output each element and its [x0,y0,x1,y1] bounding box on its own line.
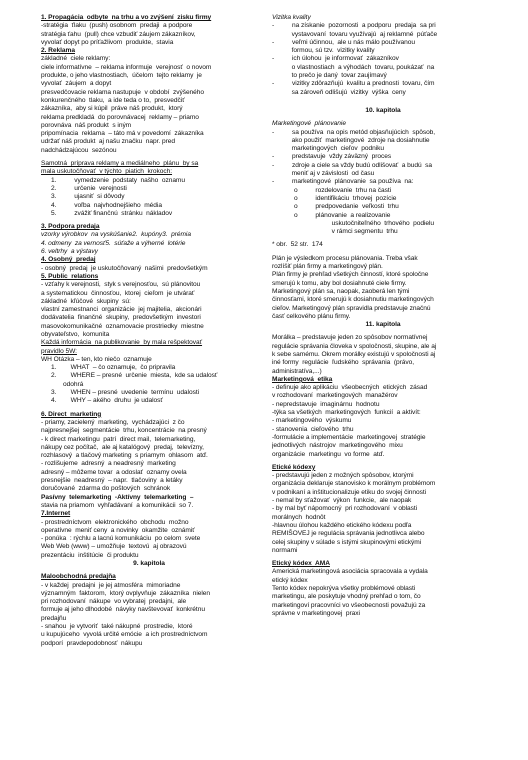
left-column-heading: 3. Podpora predaja [41,223,100,231]
left-column-line: 2. WHERE – presné určenie miesta, kde sa udalosť [51,372,218,380]
right-column-line: cieľov. Marketingový plán spravidla predstavuje značnú [272,304,431,312]
left-column-heading: 1. Propagácia odbyte na trhu a vo zvýšení zisku firmy [41,14,212,21]
right-column-line: - marketingového výskumu [272,417,352,425]
left-column-line: - k direct marketingu patrí direct mail, telemarketing, [41,435,196,443]
left-column-line: presvedčovacie reklama nastupuje v období zvýšeného [41,88,205,96]
right-column-line: v rámci segmentu trhu [312,228,398,236]
left-column-heading: 2. Reklama [41,47,75,55]
right-column-line: jednotlivých nástrojov marketingového mixu [272,442,403,450]
right-column-line: - zdroje a ciele sa vždy budú odlišovať a budú sa [272,161,433,169]
right-column-line: - nemal by sťažovať výkon funkcie, ale naopak [272,497,412,505]
left-column-line: - snahou je vytvoriť také nákupné prostredie, ktoré [41,623,193,631]
right-text-column [272,14,494,760]
right-column-line: normami [272,546,298,554]
left-column-heading: 7.Internet [41,510,71,518]
left-column-line: reklama predkladá do porovnávacej reklamy – priamo [41,113,199,121]
right-column-line: REMIŠOVEJ je regulácia správania jednotlivca alebo [272,530,425,538]
left-column-line: - osobný predaj je uskutočňovaný našimi predovšetkým [41,264,208,272]
left-column-line: Web Web (www) – umožňuje textovú aj obrazovú [41,543,187,551]
left-column-line: - v každej predajni je jej atmosféra mimoriadne [41,581,181,589]
left-column-heading: Maloobchodná predajňa [41,573,116,581]
left-column-line: doručované zdarma do poštových schránok [41,485,171,493]
right-column-line: - definuje ako aplikáciu všeobecných etických zásad [272,384,428,392]
right-column-line: -týka sa všetkých marketingových funkcií a aktivít: [272,409,421,417]
left-column-line: a systematickou činnosťou, ktorej cieľom je utvárať [41,289,195,297]
right-column-line: k sebe samému. Okrem morálky existujú v spoločnosti aj [272,350,436,358]
left-column-line: konkurenčného tlaku, a ide teda o to, presvedčiť [41,96,185,104]
right-column-heading: Etický kódex AMA [272,560,330,568]
left-text-column [41,14,257,760]
left-column-line: stratégia ťahu (pull) chce vzbudiť záujem zákazníkov, [41,30,196,38]
right-column-line: -hlavnou úlohou každého etického kódexu podľa [272,521,412,529]
left-column-line: Samotná príprava reklamy a mediálneho plánu by sa [41,160,199,168]
right-column-line: to prečo je daný tovar zaujímavý [272,72,387,80]
right-column-line: marketingových cieľov podniku [272,145,384,153]
left-column-line: vzorky výrobkov na vyskúšanie2. kupóny3. prémia [41,231,191,239]
right-column-line: - sa používa na opis metód objasňujúcich spôsob, [272,128,436,136]
left-column-line: pripomínacia reklama – táto má v povedomí zákazníka [41,130,204,138]
right-column-line: časť celkového plánu firmy. [272,312,351,320]
left-column-line: adresný – môžeme tovar a odoslať oznamy ovela [41,468,187,476]
right-column-line: o plánovanie a realizovanie [294,211,391,219]
left-column-line: 5. zvážiť finančnú stránku nákladov [51,209,173,217]
left-column-line: prezentáciu inštitúcie či produktu [41,551,139,559]
left-column-line: stavia na priamom vyhľadávaní a komunikácii so 7. [41,501,194,509]
left-column-line: mala uskutočňovať v týchto piatich krokoch: [41,168,173,176]
right-column-line: formou, sú tzv. vizitky kvality [272,47,375,55]
right-column-heading: Etické kódexy [272,463,316,471]
right-column-line: Americká marketingová asociácia spracovala a vydala [272,568,428,576]
right-column-line: marketingu, ale poskytuje vhodný prehľad o tom, čo [272,593,421,601]
left-column-line: ciele informatívne – reklama informuje verejnosť o novom [41,63,212,71]
left-column-line: 1. WHAT – čo oznamuje, čo pripravila [51,364,176,372]
right-column-line: meniť aj v závislosti od času [272,170,375,178]
left-column-line: 4. odmeny za vernosť5. súťaže a výherné lotérie [41,239,186,247]
left-column-line: 6. veltrhy a výstavy [41,248,98,256]
left-column-heading: 9. kapitola [133,560,165,567]
right-column-line: - predstavujú jeden z možných spôsobov, ktorými [272,472,414,480]
right-column-line: - stanovenia cieľového trhu [272,425,354,433]
left-column-line: pri rozhodovaní nákupe vo vybratej predajni, ale [41,598,187,606]
left-column-line: Pasívny telemarketing -Aktívny telemarketing – [41,493,194,501]
right-column-line: o identifikáciu trhovej pozície [294,194,397,202]
right-column-line: -formulácie a implementácie marketingovej stratégie [272,433,426,441]
right-column-line: - nepredstavuje imaginárnu hodnotu [272,400,380,408]
left-column-line: - rozlišujeme adresný a neadresný marketing [41,460,176,468]
right-column-line: uskutočniteľného trhového podielu [312,219,435,227]
left-column-line: dodávatelia finančné skupiny, predovšetkým investori [41,314,201,322]
left-column-line: významným faktorom, ktorý ovplyvňuje zákazníka nielen [41,589,211,597]
left-column-line: 2. určenie verejnosti [51,184,127,192]
right-column-line: v podnikaní a inštitucionalizuje etiku do svojej činnosti [272,488,427,496]
right-column-line: Morálka – predstavuje jeden zo spôsobov normatívnej [272,334,428,342]
right-column-line: etický kódex [272,576,308,584]
right-column-line: o vlastnostiach a výhodách tovaru, poukázať na [272,63,435,71]
right-column-line: regulácie správania človeka v spoločnosti, skupine, ale aj [272,342,437,350]
right-column-line: organizácie marketingu vo forme atď. [272,450,385,458]
left-column-line: 3. WHEN – presné uvedenie termínu udalosti [51,389,200,397]
left-column-line: Každá informácia na publikovanie by mala rešpektovať [41,339,203,347]
right-column-line: v rozhodovaní marketingových manažérov [272,392,398,400]
left-column-line: WH Otázka – ten, kto niečo oznamuje [41,355,152,363]
right-column-line: správne v marketingovej praxi [272,609,360,617]
left-column-line: nákupy cez počítač, ale aj katalógový predaj, televízny, [41,443,204,451]
right-column-line: rozlíšiť plán firmy a marketingový plán. [272,263,383,271]
left-column-line: - prostredníctvom elektronického obchodu možno [41,518,189,526]
left-column-line: obyvateľstvo, komunita [41,330,110,338]
left-column-line: pravidlo 5W: [41,347,77,355]
right-column-line: marketingoví pracovníci vo všeobecnosti považujú za [272,601,426,609]
right-column-heading: 10. kapitola [365,106,401,114]
left-column-line: vlastní zamestnanci organizácie jej majitelia, akcionári [41,306,202,314]
right-column-line: celej skupiny v súlade s istými skupinovými etickými [272,538,422,546]
right-column-line: o rozdelovanie trhu na časti [294,186,392,194]
right-column-line: Marketingový plán sa, naopak, zaoberá len tými [272,287,410,295]
left-column-line: u kupujúceho vyvolá určité emócie a ich prostredníctvom [41,631,208,639]
right-column-heading: Marketingová etika [272,375,333,383]
left-column-line: produkte, o jeho vlastnostiach, účelom tejto reklamy je [41,72,202,80]
left-column-line: nadchádzajúcou sezónou [41,146,117,154]
left-column-line: operatívne meniť ceny a novinky okamžite oznámiť [41,526,195,534]
left-column-line: podporí pravdepodobnosť nákupu [41,639,143,647]
right-column-line: smerujú k tomu, aby bol dosiahnuté ciele firmy. [272,279,407,287]
left-column-line: formuje aj jeho dlhodobé návyky navštevovať konkrétnu [41,606,205,614]
left-column-line: vyvolať dopyt po príťažlivom produkte, stavia [41,38,174,46]
right-column-line: * obr. 52 str. 174 [272,241,323,249]
right-column-line: - predstavuje vždy záväzný proces [272,153,392,161]
right-column-line: ako použiť marketingové zdroje na dosiahnutie [272,136,430,144]
left-column-line: základné kľúčové skupiny sú: [41,297,131,305]
left-column-line: najpresnejšej segmentácie trhu, koncentrácie na presný [41,427,207,435]
right-column-line: morálnych hodnôt [272,513,326,521]
left-column-line: zákazníka, aby si kúpil práve náš produkt, ktorý [41,105,183,113]
left-column-line: - priamy, zacielený marketing, vychádzajúci z čo [41,418,185,426]
right-column-line: administratíva,...) [272,367,322,375]
left-column-line: udržať náš produkt aj našu značku napr. pred [41,138,175,146]
left-column-line: porovnáva náš produkt s iným [41,121,132,129]
left-column-line: základné ciele reklamy: [41,55,111,63]
right-column-line: - by mal byť nápomocný pri rozhodovaní v oblasti [272,505,418,513]
right-column-line: činnosťami, ktoré smerujú k dosiahnutiu marketingových [272,296,434,304]
left-column-line: 4. voľba najvhodnejšieho média [51,201,162,209]
left-column-line: odohrá [63,380,84,388]
left-column-heading: 6. Direct marketing [41,410,102,418]
right-column-line: o predpovedanie veľkosti trhu [294,203,399,211]
left-column-line: 4. WHY – akého druhu je udalosť [51,397,163,405]
right-column-line: Plán je výsledkom procesu plánovania. Treba však [272,254,418,262]
right-column-line: - marketingové plánovanie sa používa na: [272,178,414,186]
left-column-heading: 4. Osobný predaj [41,256,96,264]
left-column-line: predajňu [41,614,67,622]
left-column-line: masovokomunikačné oznamovacie prostriedky miestne [41,322,204,330]
right-column-line: - ich úlohou je informovať zákazníkov [272,55,399,63]
right-column-heading: 11. kapitola [365,321,401,329]
right-column-line: Plán firmy je prehľad všetkých činností, ktoré spoločne [272,271,429,279]
left-column-line: - ponúka : rýchlu a lacnú komunikáciu po celom svete [41,535,201,543]
left-column-line: 1. vymedzenie podstaty našho oznamu [51,176,185,184]
right-column-line: Marketingové plánovanie [272,120,346,128]
right-column-line: sa zároveň odlišujú vizitky výška ceny [272,88,406,96]
right-column-line: - veľmi účinnou, ale u nás málo používanou [272,38,415,46]
right-column-line: - vizitky zdôrazňujú kvalitu a prednosti tovaru, čím [272,80,435,88]
left-column-heading: 5. Public relations [41,272,99,280]
left-column-line: -stratégia ťlaku (push) osobnom predaji a podpore [41,22,193,30]
left-column-line: rozhlasový a tlačový marketing s priamym ohlasom atď. [41,452,208,460]
left-column-line: - vzťahy k verejnosti, styk s verejnosťou, sú plánovitou [41,281,201,289]
right-column-line: iné formy regulácie ľudského správania (právo, [272,359,414,367]
right-column-line: organizácia deklaruje stanovisko k morálnym problémom [272,480,436,488]
left-column-line: presnejšie neadresný – napr. tlačoviny a letáky [41,477,183,485]
right-column-line: - na získanie pozornosti a podporu predaja sa pri [272,22,436,30]
left-column-line: vyvolať záujem a dopyt [41,80,112,88]
right-column-line: Vizitka kvality [272,14,311,21]
right-column-line: vystavovaní tovaru využívajú aj reklamné púťače [272,30,438,38]
right-column-line: Tento kódex nepokrýva všetky problémové oblasti [272,585,416,592]
left-column-line: 3. ujasniť si dôvody [51,193,125,201]
